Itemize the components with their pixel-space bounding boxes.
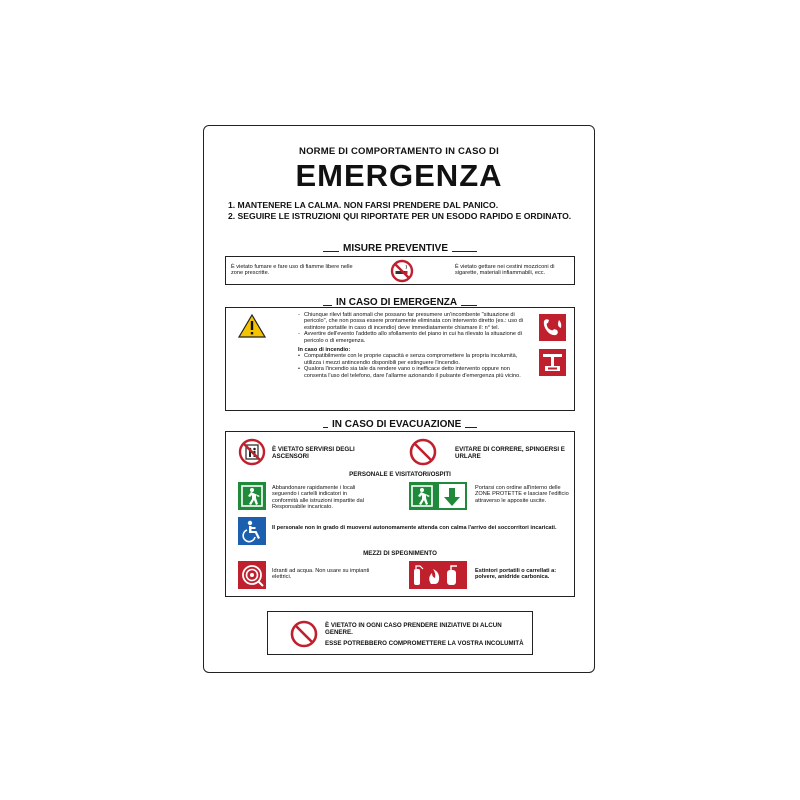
sign-title: EMERGENZA [295,158,503,193]
fire-item: • Compatibilmente con le proprie capacità e senza compromettere la propria incolumità, utilizza i mezzi antincendio disponibili per estinguere l'incendio. [298,353,534,366]
emergency-sign [203,125,595,673]
preventive-left-text: È vietato fumare e fare uso di fiamme libere nelle zone prescritte. [231,264,353,277]
footer-line-1: È VIETATO IN OGNI CASO PRENDERE INIZIATIVE DI ALCUN GENERE. [325,622,502,637]
rule-2: 2. SEGUIRE LE ISTRUZIONI QUI RIPORTATE PER UN ESODO RAPIDO E ORDINATO. [228,211,572,221]
evacuation-title: IN CASO DI EVACUAZIONE [328,419,465,430]
fire-heading: In caso di incendio: [298,347,351,354]
emergency-box [225,307,575,411]
means-heading: MEZZI DI SPEGNIMENTO [363,550,437,557]
fire-phone-icon [539,314,566,341]
emergency-exit-icon [238,482,266,510]
emergency-title: IN CASO DI EMERGENZA [332,297,461,308]
no-elevator-icon [238,438,266,466]
prohibition-icon [290,620,318,648]
preventive-right-text: È vietato gettare nei cestini mozziconi di sigarette, materiali infiammabili, ecc. [455,264,555,277]
fire-alarm-icon [539,349,566,376]
sign-subtitle: NORME DI COMPORTAMENTO IN CASO DI [299,146,499,157]
left-exit-text: Abbandonare rapidamente i locali seguendo i cartelli indicatori in conformità alle istruzioni impartite dal Responsabile incaricato. [272,485,365,511]
emergency-item: - Chiunque rilevi fatti anomali che possano far presumere un'incombente "situazione di pericolo", che non possa essere prontamente eliminata con intervento diretto (es.: uso di estintore portatile in caso di incendio) deve immediatamente chiamare il: n° tel. [298,312,534,331]
footer-notice-box [267,611,533,655]
fire-item: • Qualora l'incendio sia tale da rendere vano o inefficace detto intervento oppure non consenta l'uso del telefono, dare l'allarme azionando il pulsante d'emergenza più vicino. [298,366,534,379]
people-heading: PERSONALE E VISITATORI/OSPITI [349,471,451,478]
disabled-text: Il personale non in grado di muoversi autonomamente attenda con calma l'arrivo dei soccorritori incaricati. [272,525,557,531]
rule-1: 1. MANTENERE LA CALMA. NON FARSI PRENDERE DAL PANICO. [228,200,499,210]
preventive-title: MISURE PREVENTIVE [339,243,452,254]
no-smoking-icon [390,259,414,283]
footer-line-2: ESSE POTREBBERO COMPROMETTERE LA VOSTRA INCOLUMITÀ [325,640,524,647]
warning-icon [238,314,266,338]
emergency-exit-icon [409,482,467,510]
fire-extinguisher-icon [409,561,467,589]
preventive-box [225,256,575,285]
prohibition-icon [409,438,437,466]
extinguishers-text: Estintori portatili o carrellati a: polvere, anidride carbonica. [475,568,557,581]
fire-hose-icon [238,561,266,589]
emergency-instructions [298,312,534,379]
no-running-text: EVITARE DI CORRERE, SPINGERSI E URLARE [455,446,565,461]
no-elevators-text: È VIETATO SERVIRSI DEGLI ASCENSORI [272,446,355,461]
hydrants-text: Idranti ad acqua. Non usare su impianti elettrici. [272,568,370,581]
right-exit-text: Portarsi con ordine all'interno delle ZONE PROTETTE e lasciare l'edificio attraverso le apposite uscite. [475,485,569,504]
wheelchair-icon [238,517,266,545]
emergency-item: - Avvertire dell'evento l'addetto allo sfollamento del piano in cui ha rilevato la situazione di pericolo o di emergenza. [298,331,534,344]
evacuation-box [225,431,575,597]
